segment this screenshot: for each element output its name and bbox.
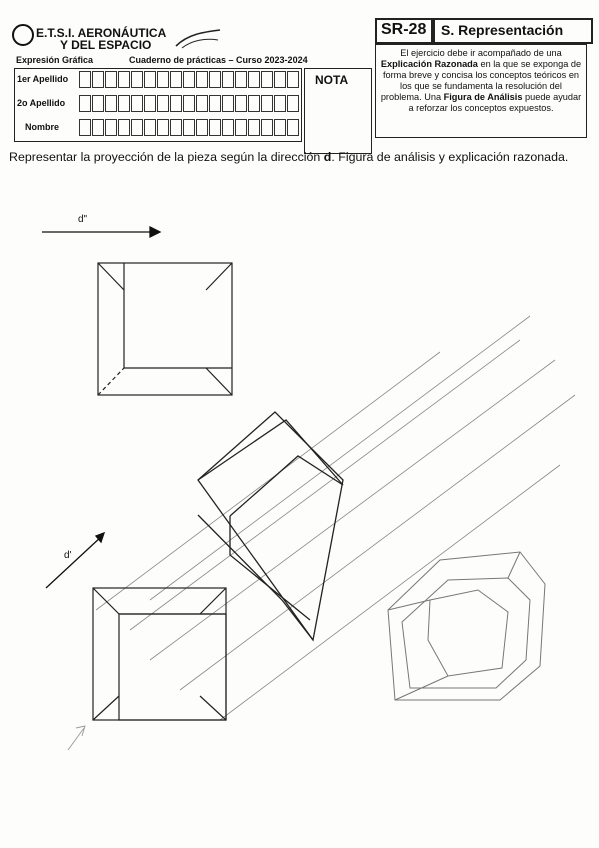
faint-arrow: [68, 726, 85, 750]
direction-label-top: d": [78, 214, 88, 225]
course-name: Expresión Gráfica: [16, 55, 94, 65]
direction-arrow-top: [42, 227, 160, 237]
surname1-label: 1er Apellido: [17, 74, 69, 84]
grade-label: NOTA: [315, 73, 349, 87]
institution-name-line1: E.T.S.I. AERONÁUTICA: [36, 26, 167, 40]
course-year: Cuaderno de prácticas – Curso 2023-2024: [129, 55, 308, 65]
notice-text-2: en la que se exponga de forma breve y concisa los conceptos teóricos en los que se fundamenta la resolución del problema. Una: [380, 59, 582, 102]
notice-text-1: El ejercicio debe ir acompañado de una: [400, 48, 562, 58]
notice-bold-1: Explicación Razonada: [380, 59, 478, 69]
direction-label-front: d': [64, 550, 72, 561]
statement-text-1: Representar la proyección de la pieza según la dirección: [9, 150, 324, 164]
name-label: Nombre: [25, 122, 60, 132]
notice-text-3: puede ayudar a reforzar los conceptos expuestos.: [408, 92, 582, 113]
surname2-label: 2o Apellido: [17, 98, 66, 108]
analysis-sketch: [388, 552, 545, 700]
subject-title: S. Representación: [441, 22, 564, 38]
direction-arrow-front: [46, 533, 104, 588]
top-view-square: [98, 263, 232, 395]
exercise-code: SR-28: [381, 21, 427, 38]
notice-bold-2: Figura de Análisis: [443, 92, 523, 102]
statement-text-2: . Figura de análisis y explicación razonada.: [331, 150, 569, 164]
statement-direction: d: [323, 150, 332, 164]
institution-name-line2: Y DEL ESPACIO: [60, 38, 152, 52]
